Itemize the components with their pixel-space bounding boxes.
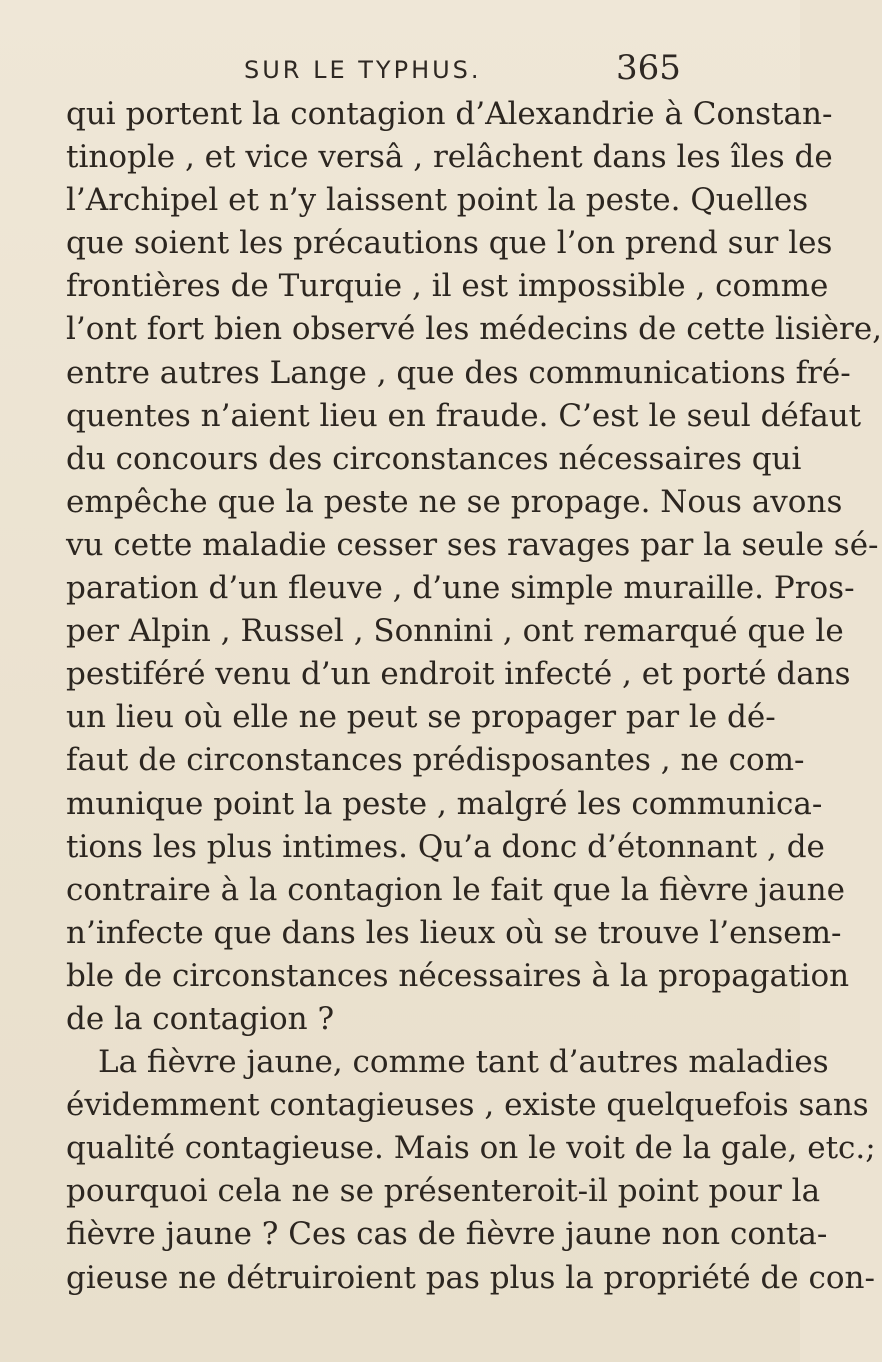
text-line: munique point la peste , malgré les communica- (66, 785, 823, 822)
text-line: paration d’un fleuve , d’une simple muraille. Pros- (66, 570, 855, 607)
page-number: 365 (616, 48, 681, 88)
text-line: contraire à la contagion le fait que la fièvre jaune (66, 871, 845, 908)
text-line: du concours des circonstances nécessaires qui (66, 440, 802, 477)
text-line: l’ont fort bien observé les médecins de cette lisière, (66, 311, 882, 348)
text-line: qualité contagieuse. Mais on le voit de la gale, etc.; (66, 1130, 876, 1167)
text-line: fièvre jaune ? Ces cas de fièvre jaune non conta- (66, 1216, 828, 1253)
text-line: qui portent la contagion d’Alexandrie à Constan- (66, 96, 833, 132)
text-line: empêche que la peste ne se propage. Nous avons (66, 483, 843, 520)
text-line: gieuse ne détruiroient pas plus la propriété de con- (66, 1259, 875, 1296)
text-line: pourquoi cela ne se présenteroit-il point pour la (66, 1173, 821, 1210)
text-line: tinople , et vice versâ , relâchent dans les îles de (66, 139, 833, 176)
text-line: de la contagion ? (66, 1000, 335, 1037)
text-line: ble de circonstances nécessaires à la propagation (66, 957, 850, 994)
text-line: l’Archipel et n’y laissent point la peste. Quelles (66, 182, 809, 219)
text-line: entre autres Lange , que des communications fré- (66, 354, 851, 391)
text-line: per Alpin , Russel , Sonnini , ont remarqué que le (66, 613, 844, 650)
text-line: pestiféré venu d’un endroit infecté , et porté dans (66, 656, 851, 693)
body-text (66, 93, 882, 1300)
running-head: SUR LE TYPHUS. (244, 56, 482, 84)
text-line: un lieu où elle ne peut se propager par le dé- (66, 699, 776, 736)
text-line: évidemment contagieuses , existe quelquefois sans (66, 1087, 869, 1124)
text-line: frontières de Turquie , il est impossible , comme (66, 268, 829, 305)
text-line: tions les plus intimes. Qu’a donc d’étonnant , de (66, 828, 825, 865)
text-line: n’infecte que dans les lieux où se trouve l’ensem- (66, 914, 842, 951)
text-line: faut de circonstances prédisposantes , ne com- (66, 742, 805, 779)
text-line: que soient les précautions que l’on prend sur les (66, 225, 833, 262)
paragraph-start-line: La fièvre jaune, comme tant d’autres maladies (98, 1044, 829, 1081)
text-line: quentes n’aient lieu en fraude. C’est le seul défaut (66, 397, 862, 434)
text-line: vu cette maladie cesser ses ravages par la seule sé- (66, 526, 879, 563)
